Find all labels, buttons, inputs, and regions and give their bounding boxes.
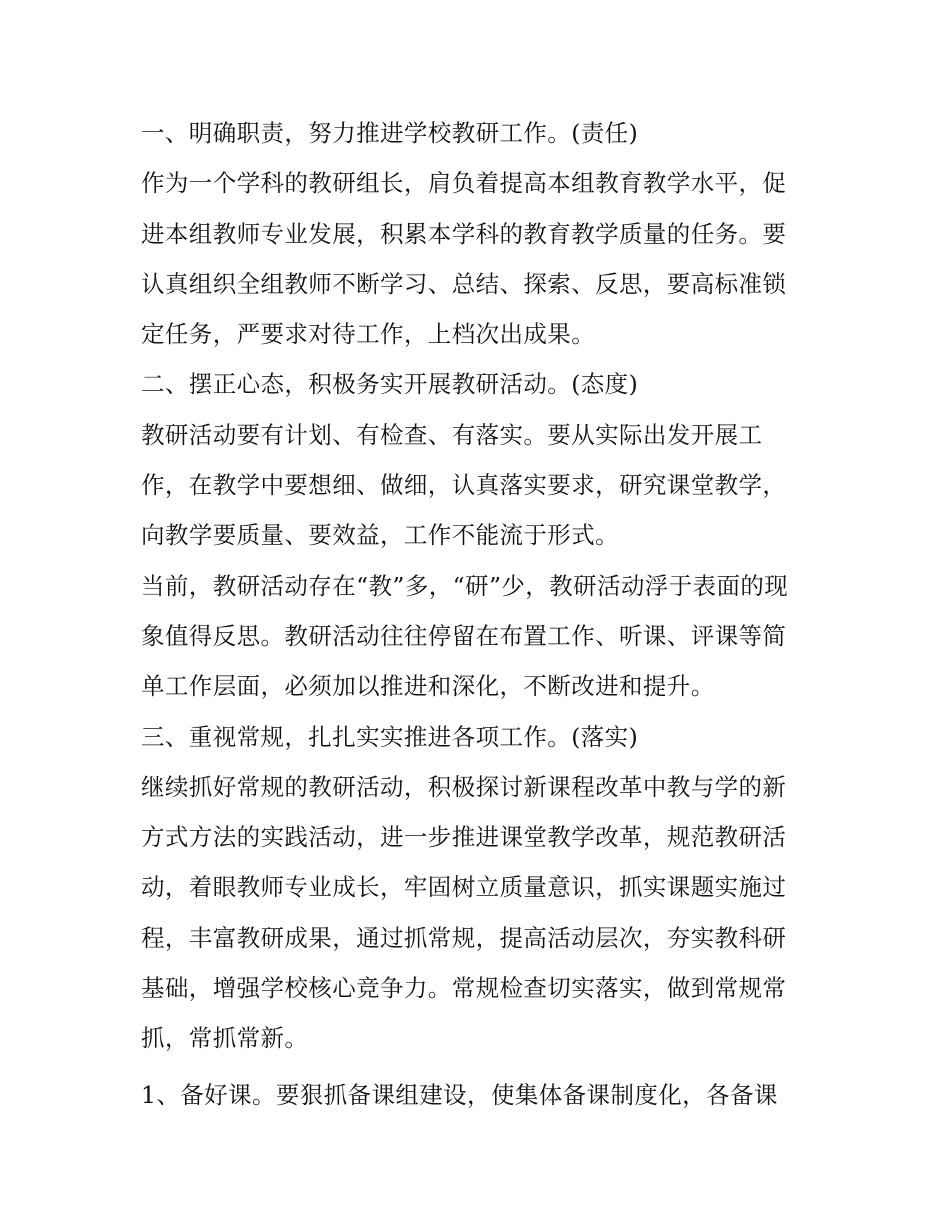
paragraph-line: 作为一个学科的教研组长，肩负着提高本组教育教学水平，促: [141, 169, 787, 198]
paragraph-line: 向教学要质量、要效益，工作不能流于形式。: [141, 521, 619, 550]
paragraph-line: 单工作层面，必须加以推进和深化，不断改进和提升。: [141, 672, 715, 701]
paragraph-line: 进本组教师专业发展，积累本学科的教育教学质量的任务。要: [141, 219, 787, 248]
section-heading-2: 二、摆正心态，积极务实开展教研活动。(态度): [141, 370, 639, 399]
paragraph-line: 教研活动要有计划、有检查、有落实。要从实际出发开展工: [141, 420, 763, 449]
list-item-1: 1、备好课。要狠抓备课组建设，使集体备课制度化，各备课: [141, 1080, 778, 1109]
paragraph-line: 定任务，严要求对待工作，上档次出成果。: [141, 320, 596, 349]
paragraph-line: 象值得反思。教研活动往往停留在布置工作、听课、评课等简: [141, 621, 787, 650]
paragraph-line: 继续抓好常规的教研活动，积极探讨新课程改革中教与学的新: [141, 772, 787, 801]
paragraph-line: 作，在教学中要想细、做细，认真落实要求，研究课堂教学，: [141, 471, 787, 500]
document-body: [141, 108, 821, 1120]
paragraph-line: 程，丰富教研成果，通过抓常规，提高活动层次，夯实教科研: [141, 923, 787, 952]
paragraph-line: 抓，常抓常新。: [141, 1024, 309, 1053]
section-heading-1: 一、明确职责，努力推进学校教研工作。(责任): [141, 119, 639, 147]
section-heading-3: 三、重视常规，扎扎实实推进各项工作。(落实): [141, 722, 639, 751]
paragraph-line: 方式方法的实践活动，进一步推进课堂教学改革，规范教研活: [141, 823, 787, 852]
paragraph-line: 认真组织全组教师不断学习、总结、探索、反思，要高标准锁: [141, 269, 787, 298]
paragraph-line: 基础，增强学校核心竞争力。常规检查切实落实，做到常规常: [141, 974, 787, 1003]
paragraph-line: 当前，教研活动存在“教”多，“研”少，教研活动浮于表面的现: [141, 571, 789, 600]
paragraph-line: 动，着眼教师专业成长，牢固树立质量意识，抓实课题实施过: [141, 873, 787, 902]
